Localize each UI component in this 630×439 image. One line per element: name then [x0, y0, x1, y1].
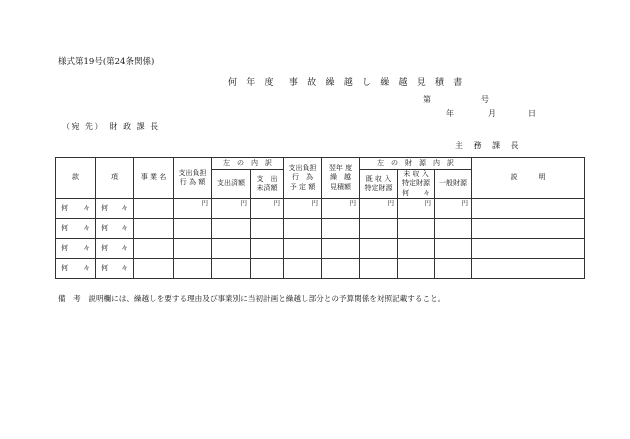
cell-yen: 円: [398, 199, 435, 219]
header-mishunyu: 未 収 入 特定財源 何 々: [398, 170, 435, 199]
cell-jigyomei: [134, 219, 174, 239]
cell-empty: [174, 259, 212, 279]
table-row: [56, 259, 585, 279]
sender: 主 務 課 長: [455, 141, 523, 150]
cell-kan: 何 々: [56, 199, 96, 219]
cell-empty: [174, 239, 212, 259]
cell-empty: [360, 219, 398, 239]
cell-yen: 円: [251, 199, 284, 219]
header-kou: 項: [96, 158, 134, 199]
table-row: [56, 199, 585, 219]
date-day-label: 日: [528, 109, 536, 118]
header-ippan: 一般財源: [435, 170, 472, 199]
cell-empty: [360, 239, 398, 259]
cell-kan: 何 々: [56, 219, 96, 239]
cell-jigyomei: [134, 239, 174, 259]
table-row: [56, 219, 585, 239]
cell-kan: 何 々: [56, 239, 96, 259]
cell-empty: [398, 239, 435, 259]
cell-empty: [435, 239, 472, 259]
cell-kou: 何 々: [96, 199, 134, 219]
cell-yen: 円: [322, 199, 360, 219]
header-kishunyu: 既 収 入 特定財源: [360, 170, 398, 199]
cell-kan: 何 々: [56, 259, 96, 279]
cell-jigyomei: [134, 259, 174, 279]
cell-empty: [212, 239, 251, 259]
cell-yen: 円: [284, 199, 322, 219]
header-zaigen-uchiwake: 左 の 財 源 内 訳: [360, 158, 472, 170]
cell-yen: 円: [212, 199, 251, 219]
header-kan: 款: [56, 158, 96, 199]
cell-empty: [322, 239, 360, 259]
cell-empty: [398, 259, 435, 279]
header-jigyomei: 事 業 名: [134, 158, 174, 199]
cell-yen: 円: [360, 199, 398, 219]
cell-kou: 何 々: [96, 259, 134, 279]
cell-setsumei: [472, 219, 585, 239]
cell-empty: [251, 239, 284, 259]
cell-jigyomei: [134, 199, 174, 219]
header-shishutsu-futan: 支出負担 行 為 額: [174, 158, 212, 199]
addressee: （宛 先） 財 政 課 長: [62, 122, 160, 131]
remark-note: 備 考 説明欄には、繰越しを要する理由及び事業別に当初計画と繰越し部分との予算関係を対照記載すること。: [58, 294, 446, 303]
cell-setsumei: [472, 239, 585, 259]
table-row: [56, 239, 585, 259]
cell-empty: [284, 259, 322, 279]
cell-yen: 円: [435, 199, 472, 219]
cell-empty: [212, 259, 251, 279]
cell-setsumei: [472, 199, 585, 219]
cell-empty: [435, 259, 472, 279]
cell-empty: [398, 219, 435, 239]
header-uchiwake: 左 の 内 訳: [212, 158, 284, 170]
header-shishutsu-yotei: 支出負担 行 為 予 定 額: [284, 158, 322, 199]
form-number: 様式第19号(第24条関係): [58, 57, 155, 67]
cell-setsumei: [472, 259, 585, 279]
cell-yen: 円: [174, 199, 212, 219]
date-month-label: 月: [488, 109, 496, 118]
estimate-table: [55, 157, 585, 279]
cell-empty: [251, 259, 284, 279]
cell-empty: [284, 219, 322, 239]
cell-empty: [174, 219, 212, 239]
cell-empty: [251, 219, 284, 239]
cell-empty: [360, 259, 398, 279]
header-shishutsu-zumi: 支出済額: [212, 170, 251, 199]
doc-number-prefix: 第: [423, 95, 431, 104]
cell-empty: [435, 219, 472, 239]
cell-empty: [322, 259, 360, 279]
cell-empty: [212, 219, 251, 239]
cell-empty: [284, 239, 322, 259]
cell-empty: [322, 219, 360, 239]
header-mi-sai: 支 出 未済額: [251, 170, 284, 199]
cell-kou: 何 々: [96, 219, 134, 239]
date-year-label: 年: [446, 109, 454, 118]
header-setsumei: 説 明: [472, 158, 585, 199]
cell-kou: 何 々: [96, 239, 134, 259]
header-yokunen-kurikoshi: 翌年 度 繰 越 見積額: [322, 158, 360, 199]
doc-number-suffix: 号: [481, 95, 489, 104]
document-title: 何 年 度 事 故 繰 越 し 繰 越 見 積 書: [228, 78, 466, 88]
